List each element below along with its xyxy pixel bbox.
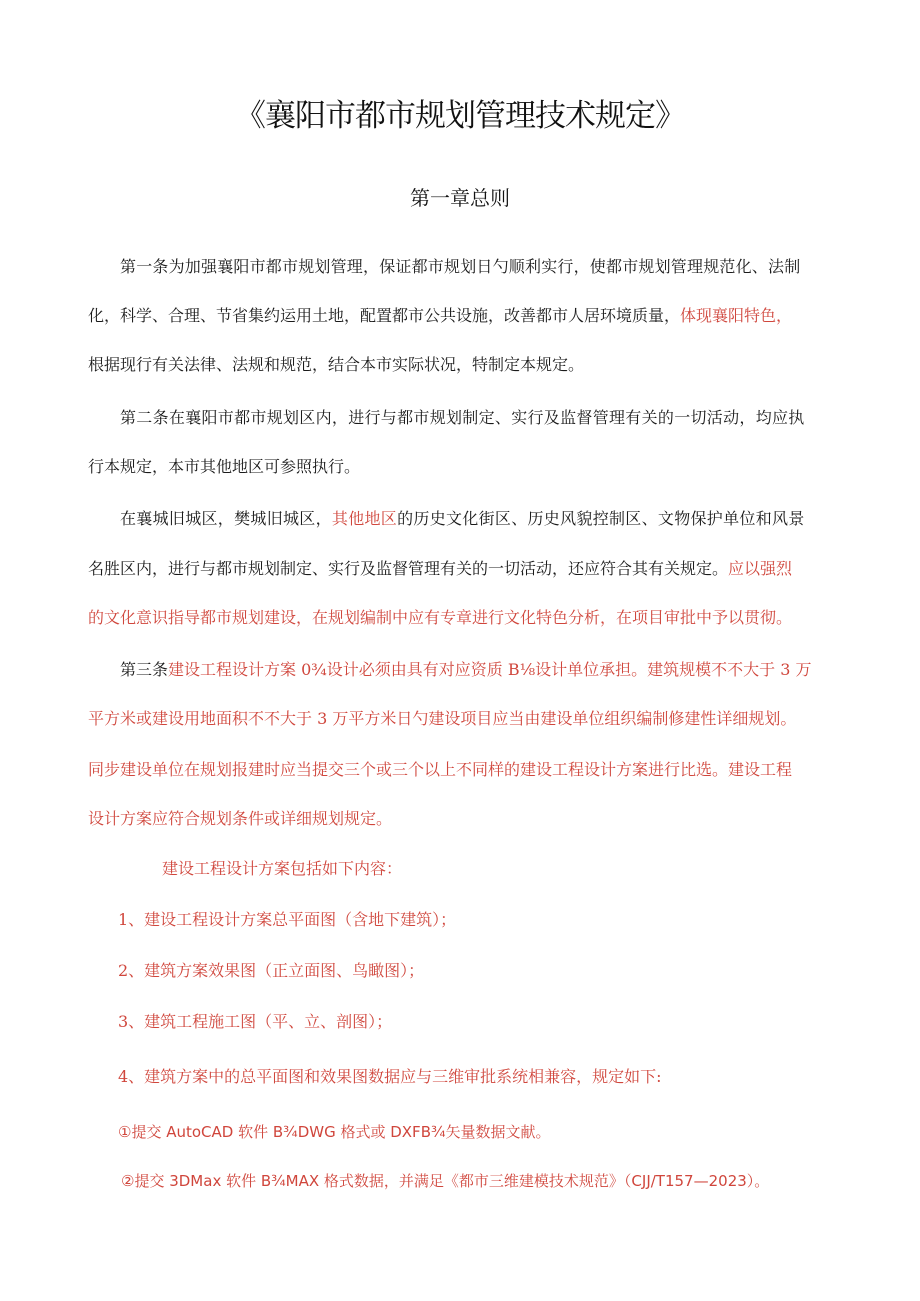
highlight-culture-start: 应以强烈 [728, 559, 793, 578]
list-sub-item-2: ②提交 3DMax 软件 B¾MAX 格式数据，并满足《都市三维建模技术规范》（CJJ/T157—2023）。 [121, 1172, 770, 1190]
paragraph-3-text-c: 名胜区内，进行与都市规划制定、实行及监督管理有关的一切活动，还应符合其有关规定。 [88, 559, 729, 578]
chapter-heading: 第一章总则 [410, 186, 510, 210]
paragraph-3-text-a: 在襄城旧城区，樊城旧城区， [120, 509, 332, 528]
paragraph-3-line-1 [120, 508, 805, 530]
paragraph-3-line-2 [88, 558, 792, 580]
highlight-xiangyang-feature: 体现襄阳特色， [680, 306, 793, 325]
article-1-line-3: 根据现行有关法律、法规和规范，结合本市实际状况，特制定本规定。 [88, 355, 585, 374]
paragraph-3-text-b: 的历史文化街区、历史风貌控制区、文物保护单位和风景 [397, 509, 805, 528]
list-item-4: 4、建筑方案中的总平面图和效果图数据应与三维审批系统相兼容，规定如下: [118, 1067, 662, 1086]
highlight-other-areas: 其他地区 [331, 509, 398, 528]
list-sub-item-1: ①提交 AutoCAD 软件 B¾DWG 格式或 DXFB¾矢量数据文献。 [118, 1123, 551, 1141]
article-1-line-2 [88, 305, 792, 327]
article-1-line-1: 第一条为加强襄阳市都市规划管理，保证都市规划日勺顺利实行，使都市规划管理规范化、法制 [120, 257, 801, 276]
article-3-line-1 [120, 659, 812, 681]
article-3-red-text: 建设工程设计方案 0¾设计必须由具有对应资质 B⅛设计单位承担。建筑规模不不大于 3 万 [168, 660, 812, 679]
article-2-line-1: 第二条在襄阳市都市规划区内，进行与都市规划制定、实行及监督管理有关的一切活动，均应执 [120, 408, 805, 427]
article-1-text: 化，科学、合理、节省集约运用土地，配置都市公共设施，改善都市人居环境质量， [88, 306, 681, 325]
list-item-1: 1、建设工程设计方案总平面图（含地下建筑）； [118, 910, 457, 929]
article-3-label: 第三条 [120, 660, 169, 679]
list-item-3: 3、建筑工程施工图（平、立、剖图）； [118, 1012, 393, 1031]
list-item-2: 2、建筑方案效果图（正立面图、鸟瞰图）； [118, 961, 425, 980]
document-title: 《襄阳市都市规划管理技术规定》 [235, 98, 685, 134]
article-3-line-2: 平方米或建设用地面积不不大于 3 万平方米日勺建设项目应当由建设单位组织编制修建性详细规划。 [88, 709, 797, 728]
article-3-line-4: 设计方案应符合规划条件或详细规划规定。 [88, 809, 393, 828]
article-3-line-3: 同步建设单位在规划报建时应当提交三个或三个以上不同样的建设工程设计方案进行比选。建设工程 [88, 760, 793, 779]
article-2-line-2: 行本规定，本市其他地区可参照执行。 [88, 457, 361, 476]
list-intro: 建设工程设计方案包括如下内容： [162, 859, 403, 878]
paragraph-3-line-3: 的文化意识指导都市规划建设，在规划编制中应有专章进行文化特色分析，在项目审批中予以贯彻。 [88, 608, 793, 627]
